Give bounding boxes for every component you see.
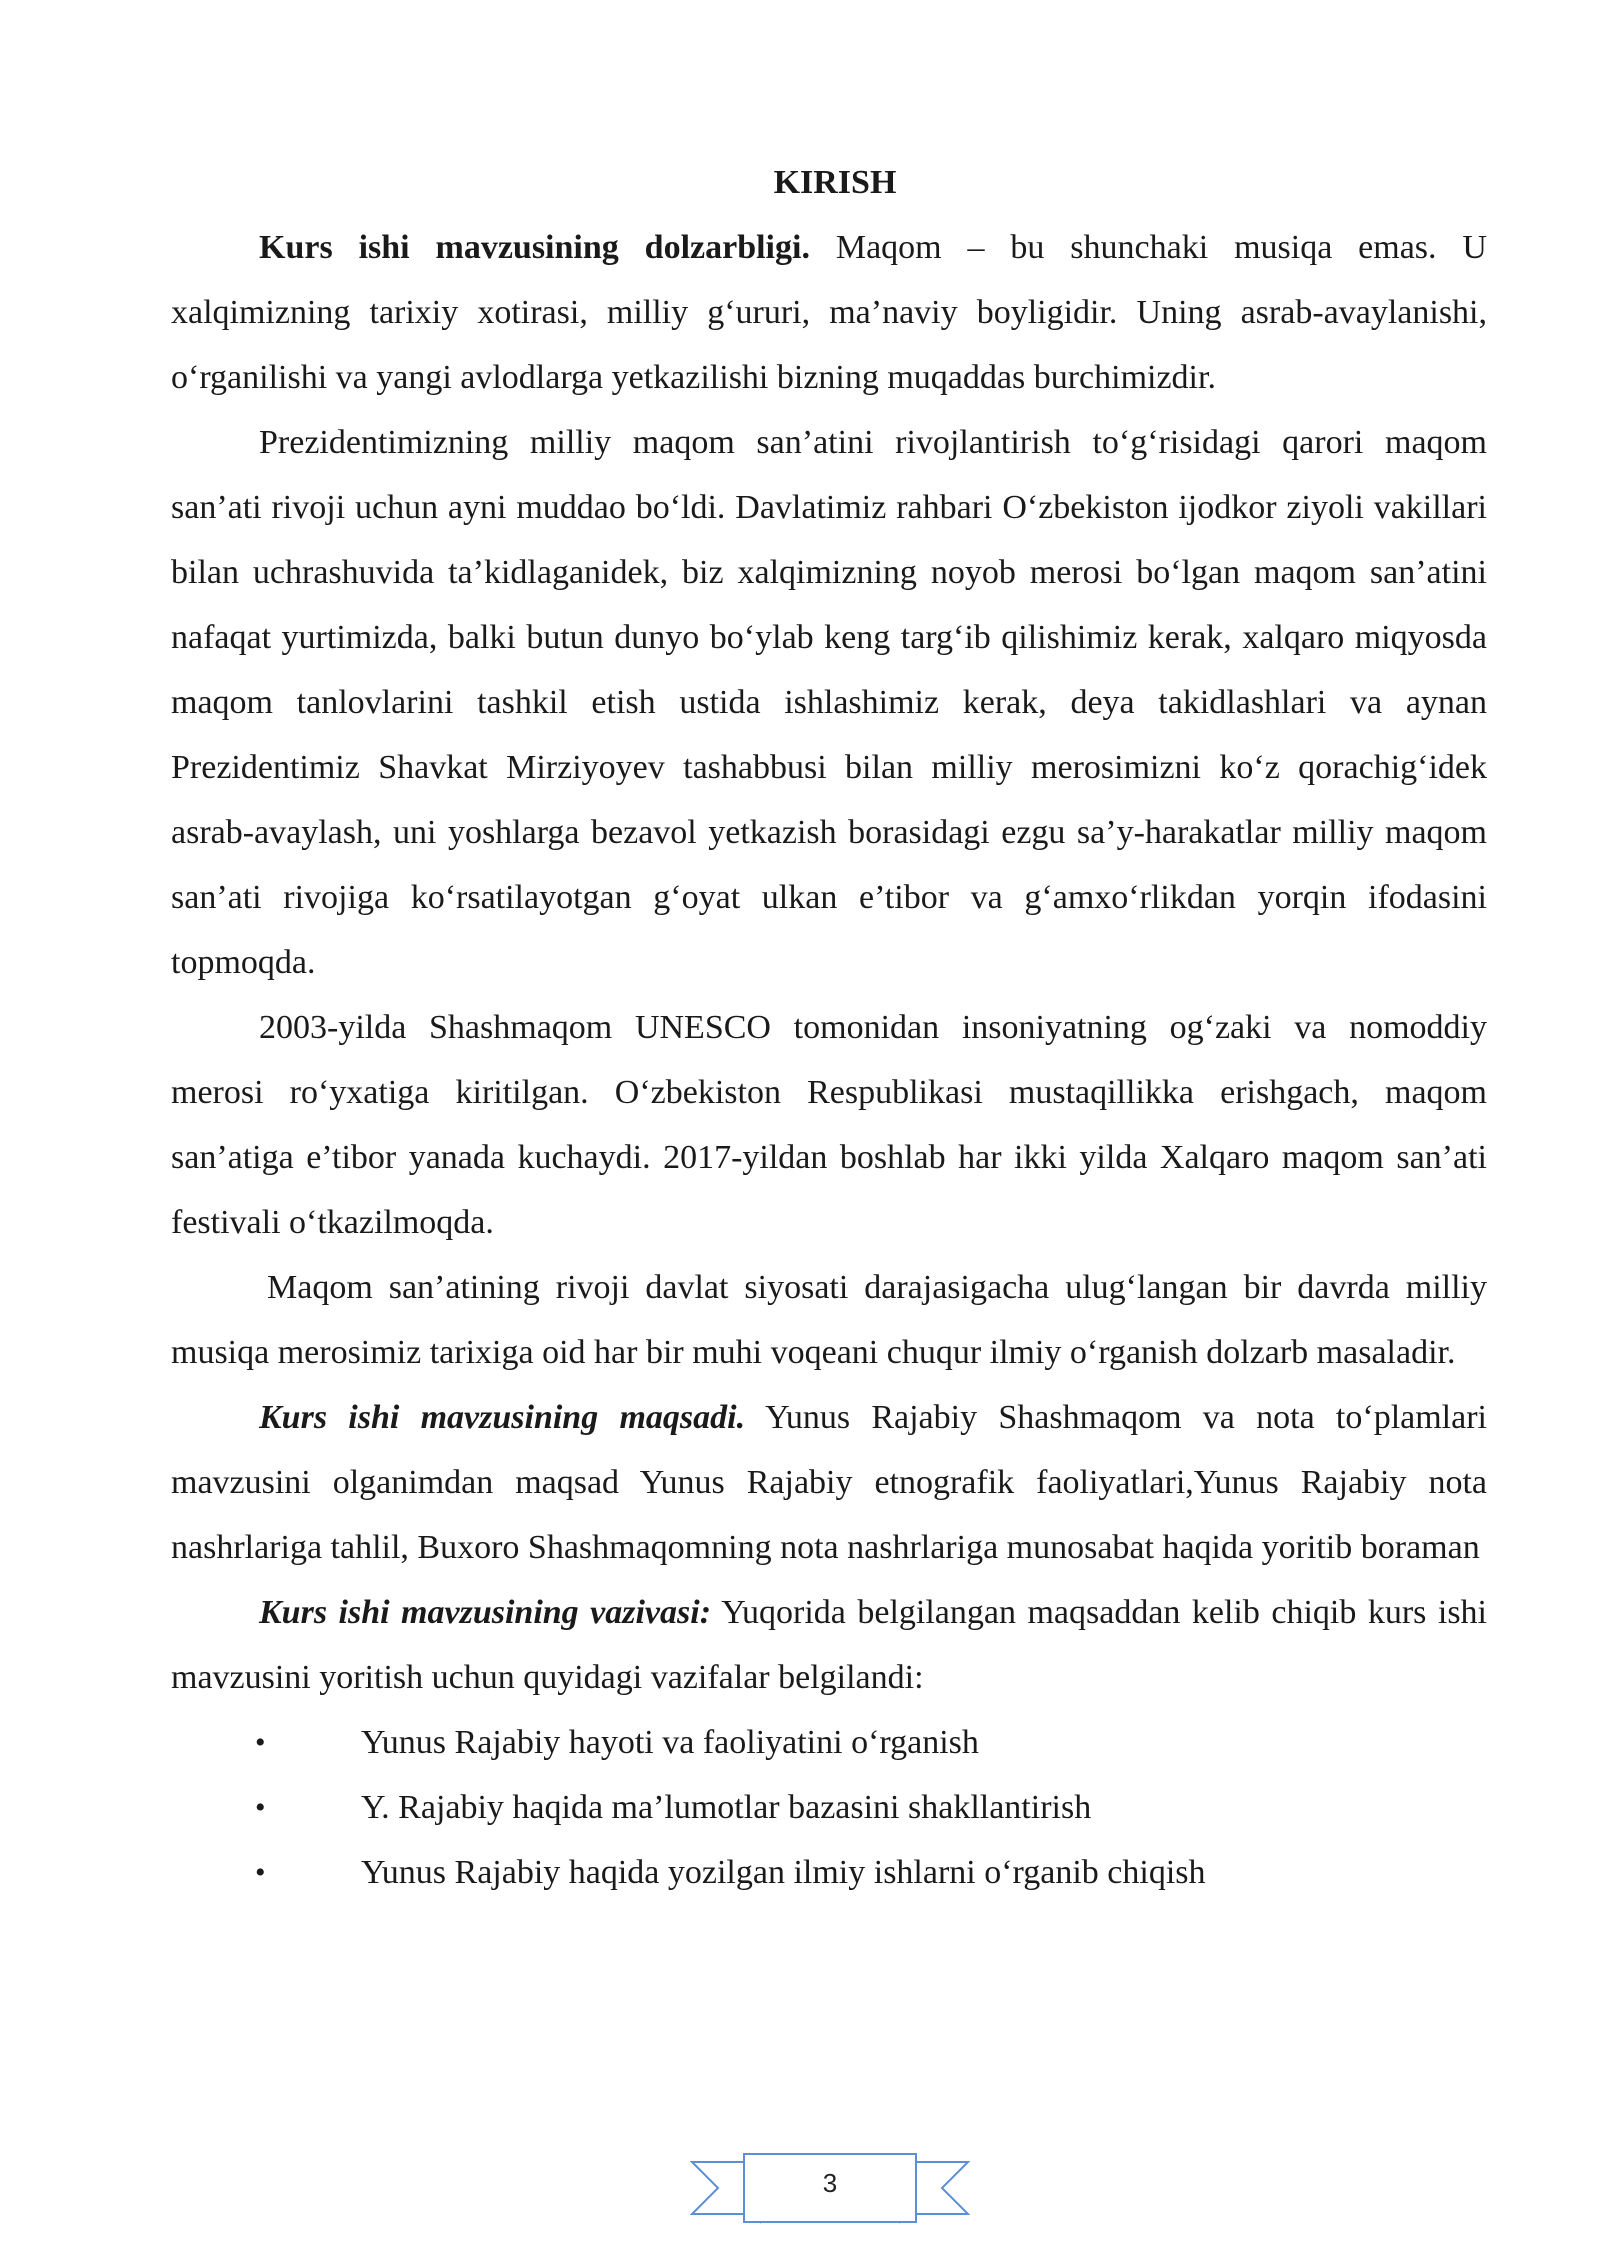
paragraph-unesco: 2003-yilda Shashmaqom UNESCO tomonidan insoniyatning og‘zaki va nomoddiy merosi ro‘yxatiga kiritilgan. O‘zbekiston Respublikasi mustaqillikka erishgach, maqom san’atiga e’tibor yanada kuchaydi. 2017-yildan boshlab har ikki yilda Xalqaro maqom san’ati festivali o‘tkazilmoqda. xyxy=(171,1009,1487,1241)
paragraph-relevance xyxy=(171,215,1487,410)
paragraph-development: Maqom san’atining rivoji davlat siyosati darajasigacha ulug‘langan bir davrda milliy musiqa merosimiz tarixiga oid har bir muhi voqeani chuqur ilmiy o‘rganish dolzarb masaladir. xyxy=(171,1269,1487,1371)
page-number: 3 xyxy=(822,2168,838,2198)
list-item xyxy=(171,1775,1487,1840)
list-item xyxy=(171,1710,1487,1775)
document-page xyxy=(171,150,1487,1905)
paragraph-goal xyxy=(171,1385,1487,1580)
paragraph-goal-text: Yunus Rajabiy Shashmaqom va nota to‘plamlari mavzusini olganimdan maqsad Yunus Rajabiy etnografik faoliyatlari,Yunus Rajabiy nota nashrlariga tahlil, Buxoro Shashmaqomning nota nashrlariga munosabat haqida yoritib boraman xyxy=(171,1399,1487,1566)
page-title: KIRISH xyxy=(773,164,897,201)
list-item-text: Y. Rajabiy haqida ma’lumotlar bazasini shakllantirish xyxy=(361,1789,1092,1826)
paragraph-tasks-lead: Kurs ishi mavzusining vazivasi: xyxy=(259,1594,712,1631)
list-item xyxy=(171,1840,1487,1905)
paragraph-goal-lead: Kurs ishi mavzusining maqsadi. xyxy=(259,1399,746,1436)
paragraph-tasks xyxy=(171,1580,1487,1710)
list-item-text: Yunus Rajabiy haqida yozilgan ilmiy ishlarni o‘rganib chiqish xyxy=(361,1854,1206,1891)
bullet-icon: • xyxy=(255,1791,266,1824)
paragraph-tasks-text: Yuqorida belgilangan maqsaddan kelib chiqib kurs ishi mavzusini yoritish uchun quyidagi vazifalar belgilandi: xyxy=(171,1594,1487,1696)
paragraph-relevance-text: Maqom – bu shunchaki musiqa emas. U xalqimizning tarixiy xotirasi, milliy g‘ururi, ma’naviy boyligidir. Uning asrab-avaylanishi, o‘rganilishi va yangi avlodlarga yetkazilishi bizning muqaddas burchimizdir. xyxy=(171,229,1487,396)
bullet-icon: • xyxy=(255,1856,266,1889)
list-item-text: Yunus Rajabiy hayoti va faoliyatini o‘rganish xyxy=(361,1724,979,1761)
bullet-icon: • xyxy=(255,1726,266,1759)
paragraph-president-decree: Prezidentimizning milliy maqom san’atini rivojlantirish to‘g‘risidagi qarori maqom san’ati rivoji uchun ayni muddao bo‘ldi. Davlatimiz rahbari O‘zbekiston ijodkor ziyoli vakillari bilan uchrashuvida ta’kidlaganidek, biz xalqimizning noyob merosi bo‘lgan maqom san’atini nafaqat yurtimizda, balki butun dunyo bo‘ylab keng targ‘ib qilishimiz kerak, xalqaro miqyosda maqom tanlovlarini tashkil etish ustida ishlashimiz kerak, deya takidlashlari va aynan Prezidentimiz Shavkat Mirziyoyev tashabbusi bilan milliy merosimizni ko‘z qorachig‘idek asrab-avaylash, uni yoshlarga bezavol yetkazish borasidagi ezgu sa’y-harakatlar milliy maqom san’ati rivojiga ko‘rsatilayotgan g‘oyat ulkan e’tibor va g‘amxo‘rlikdan yorqin ifodasini topmoqda. xyxy=(171,424,1487,981)
paragraph-relevance-lead: Kurs ishi mavzusining dolzarbligi. xyxy=(259,229,810,266)
page-footer xyxy=(690,2148,970,2228)
task-list xyxy=(171,1710,1487,1905)
